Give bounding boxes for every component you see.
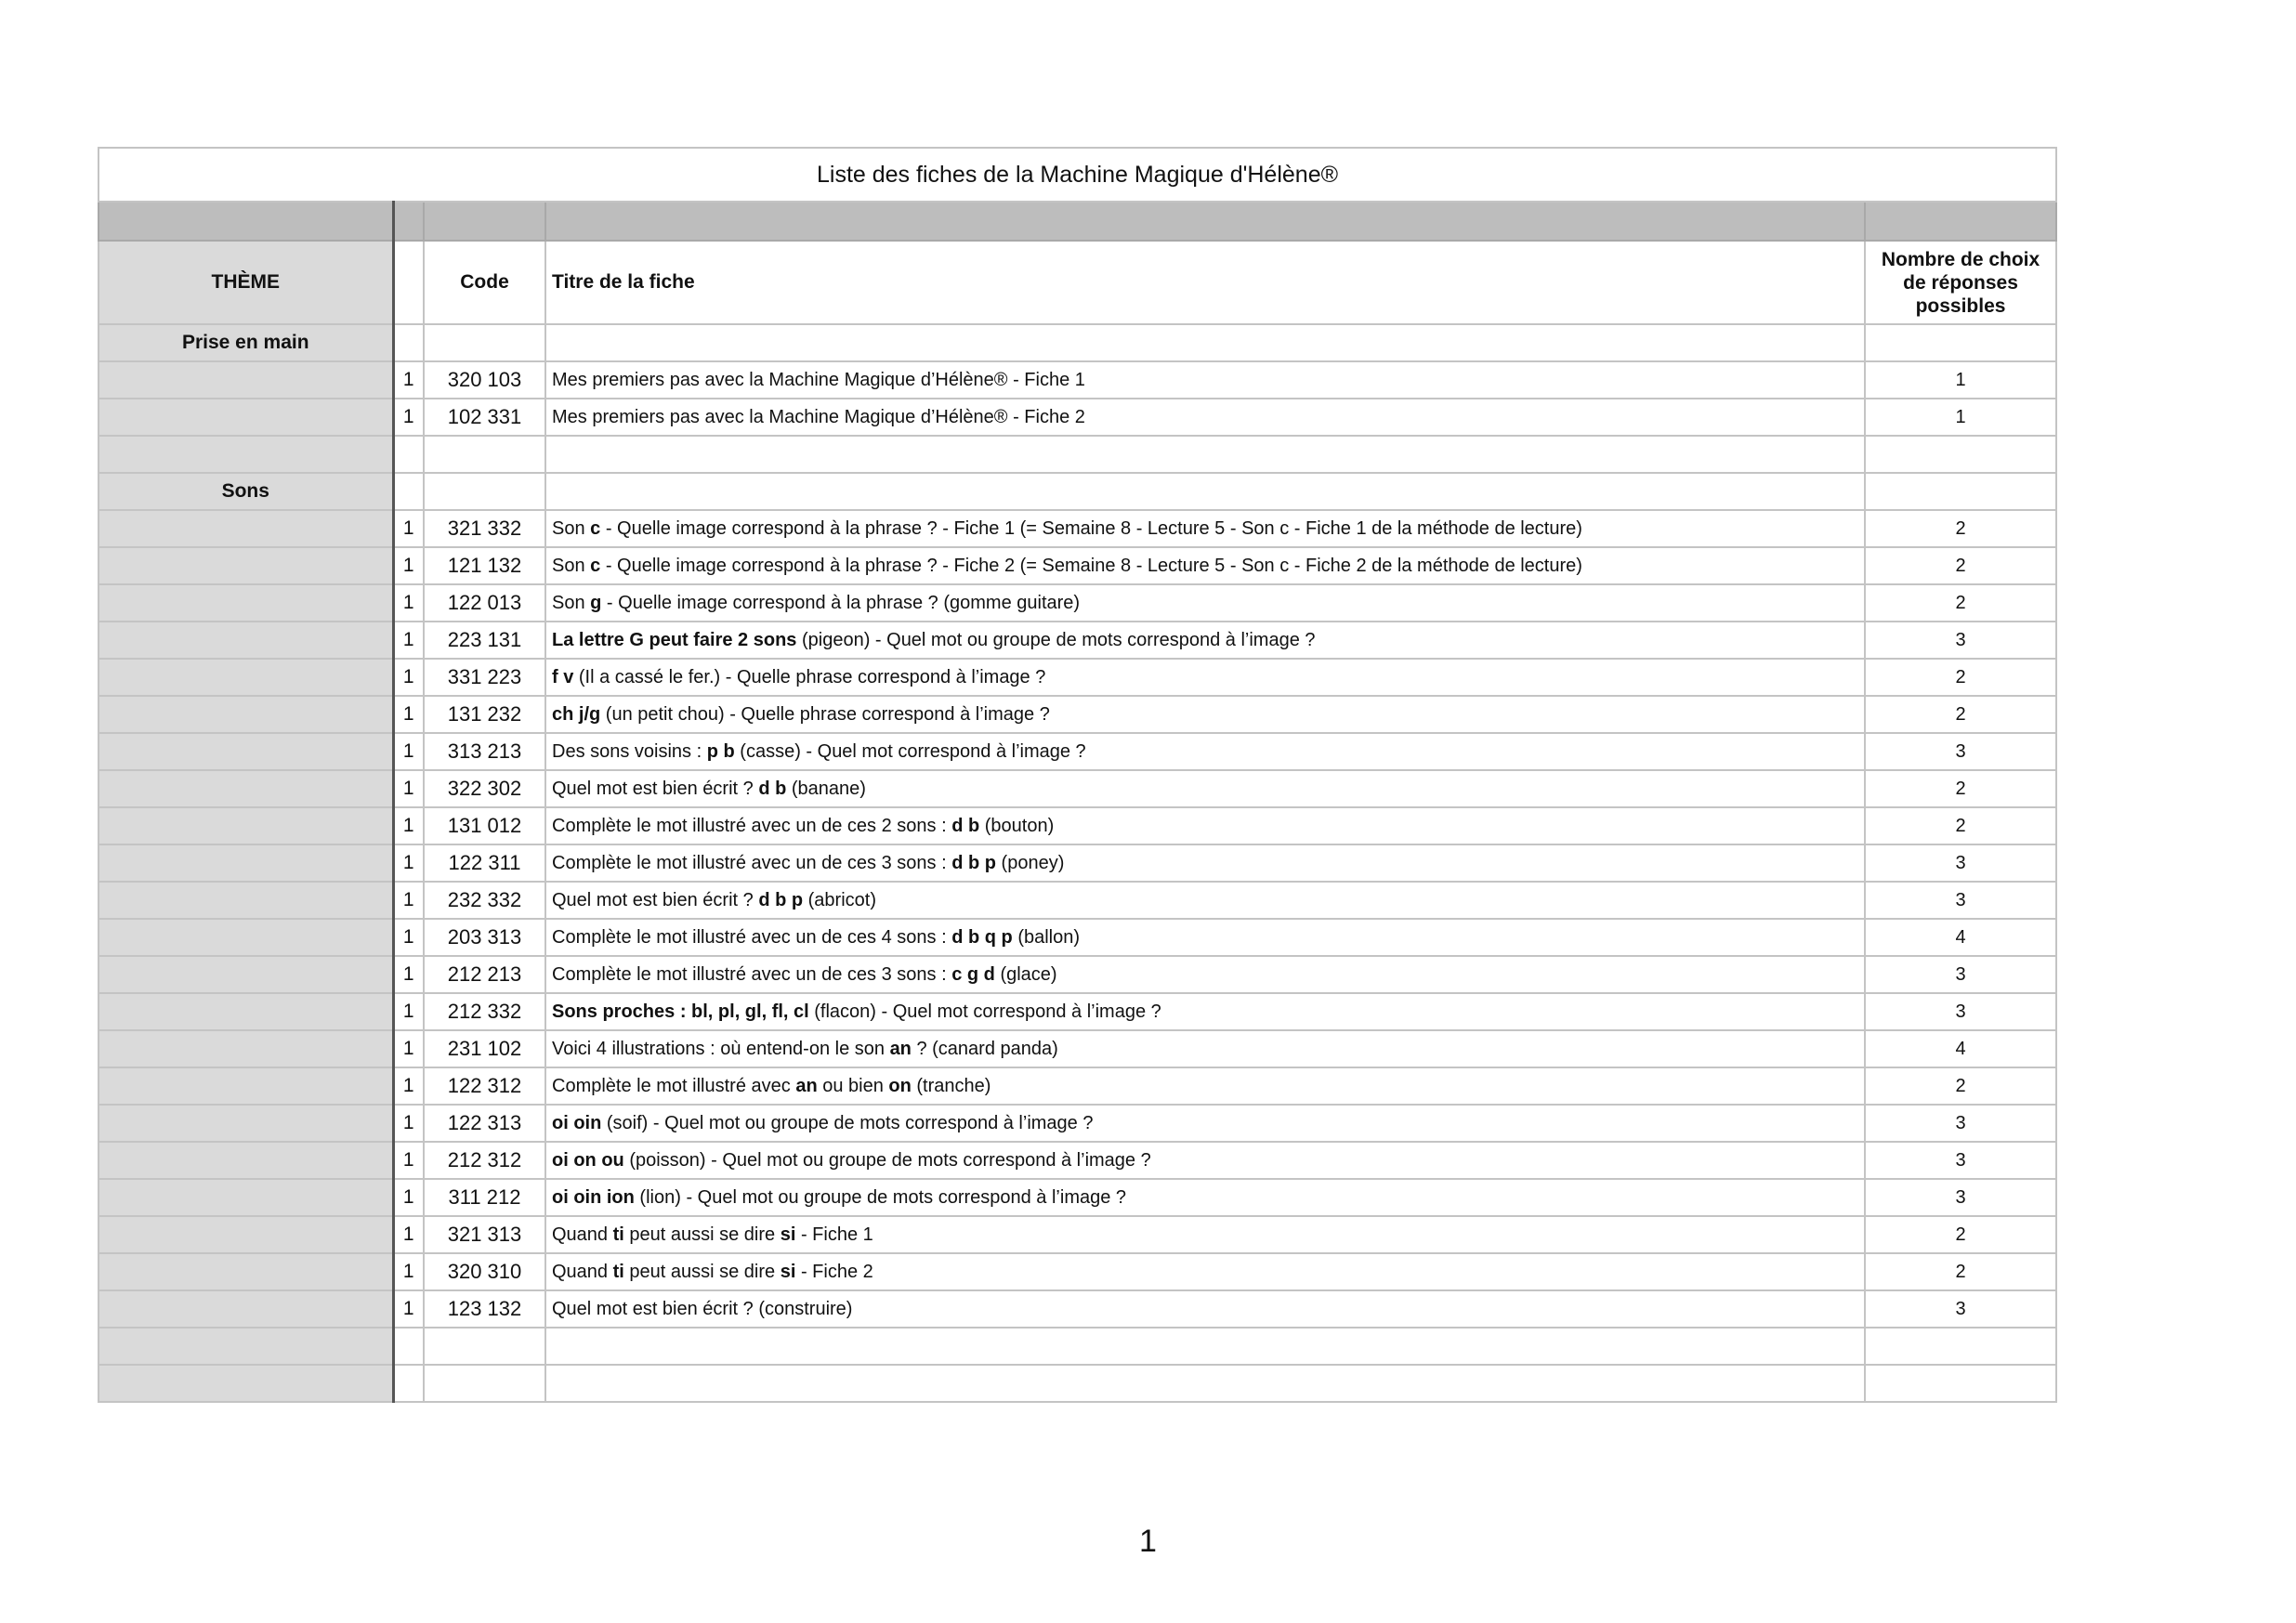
count-cell: 2 <box>1865 1216 2056 1253</box>
count-cell: 2 <box>1865 584 2056 622</box>
theme-cell <box>98 844 393 882</box>
table-row <box>98 399 2056 436</box>
title-segment: c <box>590 517 601 539</box>
title-cell <box>545 1067 1865 1105</box>
title-segment: (Il a cassé le fer.) - Quelle phrase correspond à l’image ? <box>573 666 1046 687</box>
index-cell: 1 <box>393 1105 424 1142</box>
title-cell <box>545 1253 1865 1290</box>
title-segment: - Quelle image correspond à la phrase ? (gomme guitare) <box>601 592 1081 613</box>
title-cell <box>545 1030 1865 1067</box>
title-segment: (soif) - Quel mot ou groupe de mots correspond à l’image ? <box>601 1112 1094 1133</box>
title-cell <box>545 919 1865 956</box>
title-segment: on <box>888 1075 912 1096</box>
title-segment: - Quelle image correspond à la phrase ? - Fiche 2 (= Semaine 8 - Lecture 5 - Son c - Fiche 2 de la méthode de lecture) <box>600 555 1582 576</box>
code-cell: 203 313 <box>424 919 545 956</box>
theme-cell <box>98 993 393 1030</box>
title-segment: (poisson) - Quel mot ou groupe de mots correspond à l’image ? <box>623 1149 1151 1171</box>
title-cell <box>545 399 1865 436</box>
theme-cell <box>98 510 393 547</box>
index-cell <box>393 436 424 473</box>
theme-cell: Prise en main <box>98 324 393 361</box>
count-cell: 3 <box>1865 882 2056 919</box>
title-segment: (ballon) <box>1012 926 1081 948</box>
table-row <box>98 584 2056 622</box>
theme-cell <box>98 882 393 919</box>
index-cell: 1 <box>393 659 424 696</box>
theme-cell <box>98 696 393 733</box>
title-segment: (banane) <box>786 778 866 799</box>
index-cell: 1 <box>393 361 424 399</box>
table-row <box>98 622 2056 659</box>
code-cell <box>424 436 545 473</box>
blank-row <box>98 1365 2056 1402</box>
code-cell: 123 132 <box>424 1290 545 1328</box>
count-cell: 3 <box>1865 622 2056 659</box>
title-cell <box>545 622 1865 659</box>
code-cell <box>424 1365 545 1402</box>
title-cell <box>545 1142 1865 1179</box>
title-cell <box>545 361 1865 399</box>
title-cell <box>545 993 1865 1030</box>
title-segment: Son <box>552 555 591 576</box>
title-cell <box>545 473 1865 510</box>
title-segment: d b <box>758 778 787 799</box>
table-row <box>98 1216 2056 1253</box>
title-segment: peut aussi se dire <box>623 1224 781 1245</box>
count-cell: 3 <box>1865 1105 2056 1142</box>
count-cell: 2 <box>1865 510 2056 547</box>
index-cell: 1 <box>393 696 424 733</box>
index-cell: 1 <box>393 770 424 807</box>
index-cell <box>393 1365 424 1402</box>
theme-cell <box>98 361 393 399</box>
title-cell <box>545 324 1865 361</box>
count-cell: 1 <box>1865 399 2056 436</box>
title-segment: si <box>780 1261 796 1282</box>
code-cell <box>424 1328 545 1365</box>
title-segment: d b <box>951 815 980 836</box>
table-row <box>98 882 2056 919</box>
title-cell <box>545 1290 1865 1328</box>
title-cell <box>545 1365 1865 1402</box>
theme-cell <box>98 919 393 956</box>
title-segment: d b p <box>758 889 804 910</box>
count-cell: 3 <box>1865 1142 2056 1179</box>
title-cell <box>545 436 1865 473</box>
theme-cell <box>98 1365 393 1402</box>
code-cell: 321 313 <box>424 1216 545 1253</box>
count-cell <box>1865 473 2056 510</box>
table-row <box>98 510 2056 547</box>
code-cell: 313 213 <box>424 733 545 770</box>
count-cell: 3 <box>1865 1179 2056 1216</box>
title-cell <box>545 770 1865 807</box>
count-cell <box>1865 1365 2056 1402</box>
title-segment: d b q p <box>951 926 1013 948</box>
index-cell: 1 <box>393 1290 424 1328</box>
index-cell <box>393 324 424 361</box>
theme-cell <box>98 399 393 436</box>
table-row <box>98 1142 2056 1179</box>
title-segment: Quel mot est bien écrit ? <box>552 889 759 910</box>
count-cell: 3 <box>1865 733 2056 770</box>
title-segment: - Fiche 2 <box>795 1261 873 1282</box>
header-code: Code <box>424 241 545 324</box>
title-segment: ou bien <box>817 1075 889 1096</box>
index-cell <box>393 473 424 510</box>
code-cell: 232 332 <box>424 882 545 919</box>
title-segment: (flacon) - Quel mot correspond à l’image ? <box>808 1001 1161 1022</box>
index-cell: 1 <box>393 1142 424 1179</box>
title-segment: Complète le mot illustré avec <box>552 1075 796 1096</box>
title-segment: oi oin ion <box>552 1186 635 1208</box>
code-cell: 131 012 <box>424 807 545 844</box>
count-cell: 3 <box>1865 956 2056 993</box>
table-body <box>98 324 2056 1402</box>
table-row <box>98 1253 2056 1290</box>
title-segment: c <box>590 555 601 576</box>
table-row <box>98 844 2056 882</box>
index-cell <box>393 1328 424 1365</box>
index-cell: 1 <box>393 622 424 659</box>
title-segment: d b p <box>951 852 996 873</box>
sheet-title: Liste des fiches de la Machine Magique d'Hélène® <box>98 148 2056 202</box>
title-segment: an <box>795 1075 818 1096</box>
code-cell: 212 312 <box>424 1142 545 1179</box>
theme-cell <box>98 547 393 584</box>
code-cell: 121 132 <box>424 547 545 584</box>
theme-cell <box>98 1216 393 1253</box>
theme-cell <box>98 956 393 993</box>
title-segment: oi on ou <box>552 1149 624 1171</box>
title-segment: Complète le mot illustré avec un de ces 2 sons : <box>552 815 952 836</box>
header-title: Titre de la fiche <box>545 241 1865 324</box>
title-segment: Mes premiers pas avec la Machine Magique d’Hélène® - Fiche 2 <box>552 406 1085 427</box>
title-segment: (casse) - Quel mot correspond à l’image ? <box>734 740 1086 762</box>
title-segment: ti <box>612 1224 624 1245</box>
title-cell <box>545 1328 1865 1365</box>
code-cell: 212 332 <box>424 993 545 1030</box>
theme-cell <box>98 1030 393 1067</box>
table-row <box>98 696 2056 733</box>
title-segment: Son <box>552 517 591 539</box>
table-row <box>98 919 2056 956</box>
count-cell <box>1865 436 2056 473</box>
title-segment: (un petit chou) - Quelle phrase correspond à l’image ? <box>600 703 1050 725</box>
title-cell <box>545 659 1865 696</box>
section-row <box>98 324 2056 361</box>
index-cell: 1 <box>393 807 424 844</box>
table-row <box>98 1179 2056 1216</box>
table-row <box>98 1105 2056 1142</box>
table-row <box>98 993 2056 1030</box>
table-row <box>98 733 2056 770</box>
table-row <box>98 770 2056 807</box>
code-cell: 231 102 <box>424 1030 545 1067</box>
title-segment: g <box>590 592 602 613</box>
count-cell: 2 <box>1865 659 2056 696</box>
section-row <box>98 473 2056 510</box>
theme-cell <box>98 1142 393 1179</box>
title-cell <box>545 510 1865 547</box>
title-cell <box>545 696 1865 733</box>
index-cell: 1 <box>393 919 424 956</box>
count-cell: 4 <box>1865 1030 2056 1067</box>
count-cell: 2 <box>1865 547 2056 584</box>
index-cell: 1 <box>393 733 424 770</box>
code-cell: 311 212 <box>424 1179 545 1216</box>
theme-cell <box>98 1179 393 1216</box>
theme-cell <box>98 1290 393 1328</box>
title-segment: Quand <box>552 1261 613 1282</box>
table-row <box>98 807 2056 844</box>
title-segment: (glace) <box>994 963 1057 985</box>
title-cell <box>545 844 1865 882</box>
title-segment: Quel mot est bien écrit ? <box>552 778 759 799</box>
code-cell: 131 232 <box>424 696 545 733</box>
code-cell: 331 223 <box>424 659 545 696</box>
count-cell: 2 <box>1865 696 2056 733</box>
title-segment: (tranche) <box>911 1075 991 1096</box>
table-row <box>98 659 2056 696</box>
title-segment: c g d <box>951 963 995 985</box>
title-segment: (pigeon) - Quel mot ou groupe de mots correspond à l’image ? <box>796 629 1316 650</box>
title-segment: (abricot) <box>803 889 876 910</box>
title-segment: Quel mot est bien écrit ? (construire) <box>552 1298 853 1319</box>
header-index <box>393 241 424 324</box>
code-cell: 122 312 <box>424 1067 545 1105</box>
header-count: Nombre de choix de réponses possibles <box>1865 241 2056 324</box>
title-segment: Voici 4 illustrations : où entend-on le son <box>552 1038 890 1059</box>
index-cell: 1 <box>393 1216 424 1253</box>
code-cell: 322 302 <box>424 770 545 807</box>
title-segment: Son <box>552 592 591 613</box>
index-cell: 1 <box>393 1179 424 1216</box>
table-row <box>98 547 2056 584</box>
theme-cell <box>98 1328 393 1365</box>
title-cell <box>545 807 1865 844</box>
count-cell: 3 <box>1865 844 2056 882</box>
theme-cell <box>98 436 393 473</box>
theme-cell <box>98 1067 393 1105</box>
count-cell: 2 <box>1865 807 2056 844</box>
title-segment: p b <box>706 740 735 762</box>
index-cell: 1 <box>393 844 424 882</box>
index-cell: 1 <box>393 584 424 622</box>
code-cell <box>424 324 545 361</box>
theme-cell <box>98 584 393 622</box>
title-segment: La lettre G peut faire 2 sons <box>552 629 797 650</box>
title-segment: ? (canard panda) <box>911 1038 1058 1059</box>
title-segment: (lion) - Quel mot ou groupe de mots correspond à l’image ? <box>634 1186 1127 1208</box>
title-segment: Mes premiers pas avec la Machine Magique d’Hélène® - Fiche 1 <box>552 369 1085 390</box>
table-row <box>98 1030 2056 1067</box>
theme-cell <box>98 770 393 807</box>
title-segment: Quand <box>552 1224 613 1245</box>
title-cell <box>545 584 1865 622</box>
code-cell: 122 013 <box>424 584 545 622</box>
code-cell: 320 103 <box>424 361 545 399</box>
title-segment: Complète le mot illustré avec un de ces 4 sons : <box>552 926 952 948</box>
title-segment: Sons proches : bl, pl, gl, fl, cl <box>552 1001 809 1022</box>
theme-cell <box>98 733 393 770</box>
code-cell: 212 213 <box>424 956 545 993</box>
title-segment: Des sons voisins : <box>552 740 707 762</box>
count-cell: 3 <box>1865 993 2056 1030</box>
code-cell: 102 331 <box>424 399 545 436</box>
title-segment: - Quelle image correspond à la phrase ? - Fiche 1 (= Semaine 8 - Lecture 5 - Son c - Fiche 1 de la méthode de lecture) <box>600 517 1582 539</box>
count-cell: 3 <box>1865 1290 2056 1328</box>
table-row <box>98 1067 2056 1105</box>
title-segment: ch j/g <box>552 703 601 725</box>
title-segment: Complète le mot illustré avec un de ces 3 sons : <box>552 963 952 985</box>
title-cell <box>545 882 1865 919</box>
title-cell <box>545 1216 1865 1253</box>
title-segment: (bouton) <box>979 815 1055 836</box>
title-segment: Complète le mot illustré avec un de ces 3 sons : <box>552 852 952 873</box>
code-cell: 223 131 <box>424 622 545 659</box>
blank-row <box>98 1328 2056 1365</box>
title-segment: ti <box>612 1261 624 1282</box>
title-segment: peut aussi se dire <box>623 1261 781 1282</box>
title-cell <box>545 547 1865 584</box>
count-cell: 1 <box>1865 361 2056 399</box>
index-cell: 1 <box>393 1030 424 1067</box>
code-cell: 320 310 <box>424 1253 545 1290</box>
index-cell: 1 <box>393 399 424 436</box>
title-segment: f v <box>552 666 574 687</box>
table-row <box>98 1290 2056 1328</box>
theme-cell <box>98 622 393 659</box>
count-cell: 2 <box>1865 1253 2056 1290</box>
index-cell: 1 <box>393 547 424 584</box>
code-cell <box>424 473 545 510</box>
index-cell: 1 <box>393 993 424 1030</box>
index-cell: 1 <box>393 956 424 993</box>
index-cell: 1 <box>393 1067 424 1105</box>
fiches-table <box>98 147 2057 1403</box>
count-cell <box>1865 324 2056 361</box>
page-number: 1 <box>1139 1524 1157 1559</box>
theme-cell <box>98 1105 393 1142</box>
theme-cell <box>98 659 393 696</box>
title-segment: - Fiche 1 <box>795 1224 873 1245</box>
header-theme: THÈME <box>98 241 393 324</box>
header-band <box>98 202 2056 241</box>
count-cell: 2 <box>1865 1067 2056 1105</box>
code-cell: 122 311 <box>424 844 545 882</box>
count-cell: 2 <box>1865 770 2056 807</box>
title-cell <box>545 956 1865 993</box>
table-row <box>98 956 2056 993</box>
title-segment: oi oin <box>552 1112 602 1133</box>
title-cell <box>545 733 1865 770</box>
index-cell: 1 <box>393 882 424 919</box>
theme-cell: Sons <box>98 473 393 510</box>
theme-cell <box>98 1253 393 1290</box>
blank-row <box>98 436 2056 473</box>
column-headers <box>98 241 2056 324</box>
title-cell <box>545 1179 1865 1216</box>
count-cell <box>1865 1328 2056 1365</box>
table-row <box>98 361 2056 399</box>
index-cell: 1 <box>393 1253 424 1290</box>
title-segment: an <box>889 1038 912 1059</box>
count-cell: 4 <box>1865 919 2056 956</box>
title-cell <box>545 1105 1865 1142</box>
title-segment: si <box>780 1224 796 1245</box>
index-cell: 1 <box>393 510 424 547</box>
code-cell: 321 332 <box>424 510 545 547</box>
title-segment: (poney) <box>995 852 1065 873</box>
code-cell: 122 313 <box>424 1105 545 1142</box>
theme-cell <box>98 807 393 844</box>
